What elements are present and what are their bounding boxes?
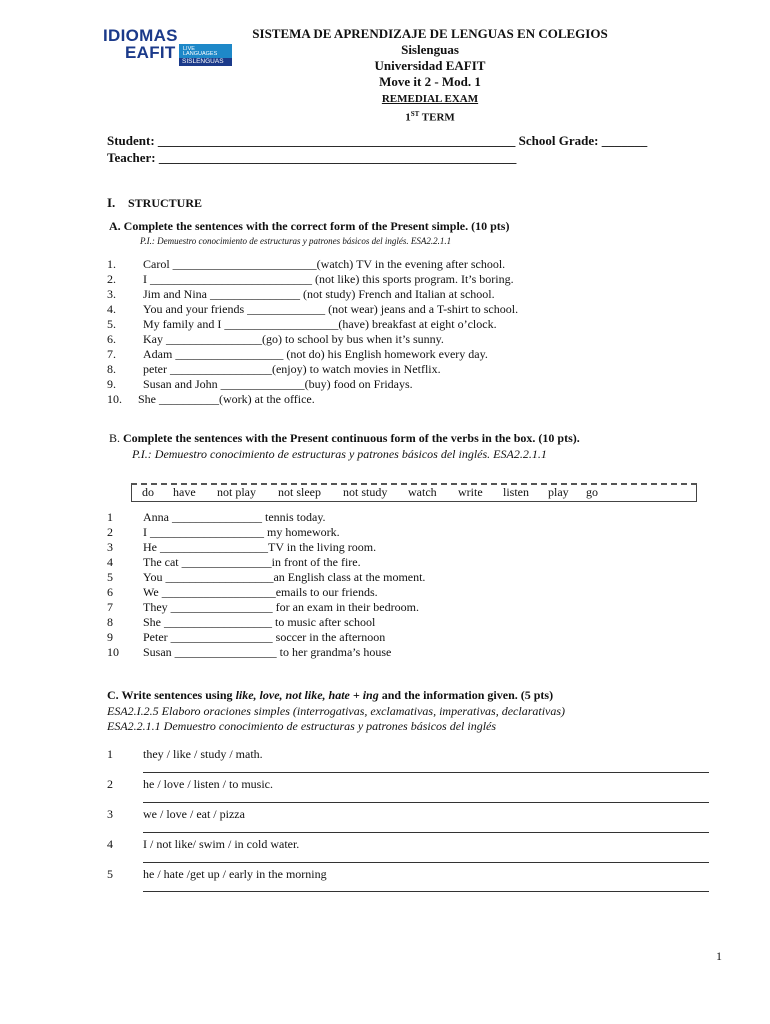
part-c-indicator-2: ESA2.2.1.1 Demuestro conocimiento de estructuras y patrones básicos del inglés xyxy=(107,719,497,733)
item-number: 8. xyxy=(107,362,116,376)
part-c-heading-start: C. Write sentences using xyxy=(107,688,236,702)
student-line[interactable]: Student: _______________________________________________________ School Grade: _______ xyxy=(107,133,648,148)
item-number: 10. xyxy=(107,392,122,406)
word-box-item: not study xyxy=(343,485,388,499)
part-c-heading xyxy=(107,688,553,703)
part-c-indicator-1: ESA2.I.2.5 Elaboro oraciones simples (interrogativas, exclamativas, imperativas, declarativas) xyxy=(107,704,566,718)
teacher-line[interactable]: Teacher: _______________________________________________________ xyxy=(107,150,517,165)
item-prompt: he / love / listen / to music. xyxy=(143,777,273,791)
item-text: I ___________________________ (not like) this sports program. It’s boring. xyxy=(143,272,514,286)
word-box-item: listen xyxy=(503,485,529,499)
item-number: 6. xyxy=(107,332,116,346)
item-text: peter _________________(enjoy) to watch movies in Netflix. xyxy=(143,362,441,376)
item-text: You and your friends _____________ (not wear) jeans and a T-shirt to school. xyxy=(143,302,519,316)
part-b-heading-text: Complete the sentences with the Present continuous form of the verbs in the box. (10 pts). xyxy=(123,431,580,445)
item-text: She __________________ to music after school xyxy=(143,615,376,629)
word-box-item: not play xyxy=(217,485,256,499)
item-number: 9 xyxy=(107,630,113,644)
word-box-item: not sleep xyxy=(278,485,321,499)
item-number: 8 xyxy=(107,615,113,629)
item-prompt: we / love / eat / pizza xyxy=(143,807,245,821)
answer-line[interactable] xyxy=(143,891,709,892)
item-text: He __________________TV in the living room. xyxy=(143,540,377,554)
item-text: Adam __________________ (not do) his English homework every day. xyxy=(143,347,488,361)
item-text: Kay ________________(go) to school by bus when it’s sunny. xyxy=(143,332,444,346)
item-text: My family and I ___________________(have) breakfast at eight o’clock. xyxy=(143,317,497,331)
word-box-item: play xyxy=(548,485,569,499)
item-number: 6 xyxy=(107,585,113,599)
word-box-item: go xyxy=(586,485,598,499)
item-number: 2 xyxy=(107,525,113,539)
item-number: 1 xyxy=(107,747,113,761)
item-number: 3 xyxy=(107,540,113,554)
logo-text-languages: LANGUAGES xyxy=(183,51,218,57)
item-text: The cat _______________in front of the fire. xyxy=(143,555,361,569)
item-number: 3 xyxy=(107,807,113,821)
item-number: 2. xyxy=(107,272,116,286)
logo-text-idiomas: IDIOMAS xyxy=(103,26,178,45)
item-number: 2 xyxy=(107,777,113,791)
item-number: 5 xyxy=(107,570,113,584)
item-text: Susan and John ______________(buy) food on Fridays. xyxy=(143,377,413,391)
header-course: Move it 2 - Mod. 1 xyxy=(379,74,481,89)
logo-text-sislenguas: SISLENGUAS xyxy=(179,58,232,66)
item-number: 10 xyxy=(107,645,119,659)
item-prompt: he / hate /get up / early in the morning xyxy=(143,867,327,881)
item-text: She __________(work) at the office. xyxy=(138,392,315,406)
item-text: I ___________________ my homework. xyxy=(143,525,340,539)
item-number: 9. xyxy=(107,377,116,391)
item-number: 4 xyxy=(107,555,113,569)
section-number: I. xyxy=(107,195,116,210)
item-prompt: I / not like/ swim / in cold water. xyxy=(143,837,300,851)
item-text: Anna _______________ tennis today. xyxy=(143,510,326,524)
item-number: 7 xyxy=(107,600,113,614)
answer-line[interactable] xyxy=(143,772,709,773)
item-text: Susan _________________ to her grandma’s house xyxy=(143,645,392,659)
word-box-item: write xyxy=(458,485,483,499)
item-number: 5. xyxy=(107,317,116,331)
term-word: TERM xyxy=(419,111,455,124)
part-a-heading xyxy=(109,219,509,234)
word-box-item: watch xyxy=(408,485,437,499)
answer-line[interactable] xyxy=(143,862,709,863)
item-text: Carol ________________________(watch) TV in the evening after school. xyxy=(143,257,506,271)
item-text: They _________________ for an exam in their bedroom. xyxy=(143,600,419,614)
header-program: Sislenguas xyxy=(401,42,459,57)
item-number: 4. xyxy=(107,302,116,316)
part-b-heading xyxy=(109,431,580,446)
header-title: SISTEMA DE APRENDIZAJE DE LENGUAS EN COLEGIOS xyxy=(252,26,608,41)
word-box-item: have xyxy=(173,485,196,499)
item-number: 3. xyxy=(107,287,116,301)
item-prompt: they / like / study / math. xyxy=(143,747,263,761)
page-number: 1 xyxy=(716,949,722,963)
item-number: 7. xyxy=(107,347,116,361)
item-number: 5 xyxy=(107,867,113,881)
item-number: 4 xyxy=(107,837,113,851)
part-b-letter: B. xyxy=(109,431,124,445)
item-text: We ___________________emails to our friends. xyxy=(143,585,378,599)
item-text: You __________________an English class at the moment. xyxy=(143,570,426,584)
answer-line[interactable] xyxy=(143,802,709,803)
term-number: 1 xyxy=(405,111,411,124)
logo-text-live: LIVE xyxy=(183,46,195,52)
logo-text-eafit: EAFIT xyxy=(125,43,176,62)
word-box-item: do xyxy=(142,485,154,499)
part-a-indicator: P.I.: Demuestro conocimiento de estructuras y patrones básicos del inglés. ESA2.2.1.1 xyxy=(140,236,452,246)
part-a-heading-text: A. Complete the sentences with the correct form of the Present simple. (10 pts) xyxy=(109,219,510,233)
item-text: Jim and Nina _______________ (not study) French and Italian at school. xyxy=(143,287,495,301)
item-number: 1 xyxy=(107,510,113,524)
header-term xyxy=(180,106,680,126)
item-number: 1. xyxy=(107,257,116,271)
part-c-heading-italic: like, love, not like, hate + ing xyxy=(235,688,379,702)
part-c-heading-end: and the information given. (5 pts) xyxy=(378,688,554,702)
answer-line[interactable] xyxy=(143,832,709,833)
header-university: Universidad EAFIT xyxy=(374,58,486,73)
header-exam: REMEDIAL EXAM xyxy=(381,93,479,105)
item-text: Peter _________________ soccer in the afternoon xyxy=(143,630,386,644)
section-title: STRUCTURE xyxy=(128,196,203,210)
term-superscript: ST xyxy=(410,110,420,118)
part-b-indicator: P.I.: Demuestro conocimiento de estructuras y patrones básicos del inglés. ESA2.2.1.1 xyxy=(132,447,547,461)
